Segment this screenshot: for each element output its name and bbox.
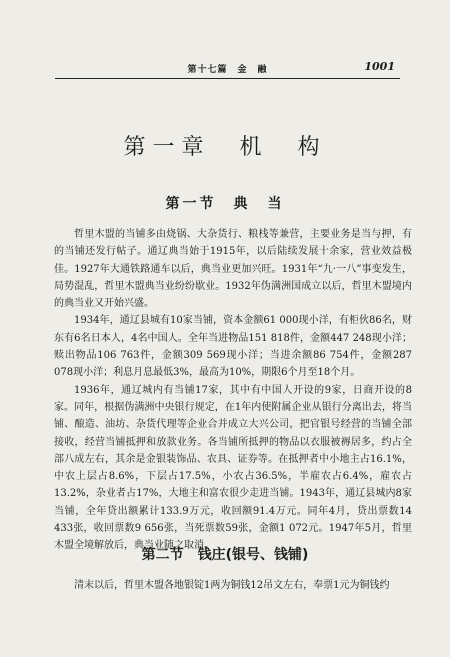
paragraph: 1936年，通辽城内有当铺17家，其中有中国人开设的9家，日商开设的8家。同年，根据伪满洲中央银行规定，在1年内使附属企业从银行分离出去，将当铺、酿造、油坊、杂货代理等企业合并成立大兴公司，把官银号经营的当铺全部接收，经营当铺抵押和放款业务。各当铺所抵押的物品以衣服被褥居多，约占全部八成左右，其余是金银装饰品、农具、证券等。在抵押者中小地主占16.1%，中农上层占8.6%，下层占17.5%，小农占36.5%，半雇农占6.4%，雇农占13.2%，杂业者占17%，大地主和富农很少走进当铺。1943年，通辽县城内8家当铺，全年贷出额累计133.9万元，收回额91.4万元。同年4月，贷出票数14 433张，收回票数9 656张，当死票数59张，金额1 072元。1947年5月，哲里木盟全境解放后，典当业随之取消。 <box>54 384 412 552</box>
section-body-pawnshop <box>54 226 412 555</box>
section-title-money-shop: 第二节 钱庄(银号、钱铺) <box>141 547 309 563</box>
running-header <box>60 60 395 76</box>
running-header-title: 第十七篇 金 融 <box>187 65 268 75</box>
paragraph: 1934年，通辽县城有10家当铺，资本金额61 000现小洋，有柜伙86名，财东有6名日本人，4名中国人。全年当进物品151 818件，金额447 248现小洋；赎出物品106 763件，金额309 569现小洋；当进余额86 754件，金额287 078现小洋；利息月息最低3%，最高为10%，期限6个月至18个月。 <box>54 315 412 379</box>
header-rule <box>55 78 400 79</box>
section-body-money-shop <box>54 577 412 594</box>
section-title-pawnshop: 第一节 典 当 <box>165 196 285 212</box>
chapter-title: 第一章 机 构 <box>123 135 327 160</box>
paragraph: 哲里木盟的当铺多由烧锅、大杂货行、粮栈等兼营，主要业务是当与押，有的当铺还发行帖子。通辽典当始于1915年，以后陆续发展十余家，营业效益极佳。1927年大通铁路通车以后，典当业更加兴旺。1931年“九·一八”事变发生，局势混乱，哲里木盟典当业纷纷歇业。1932年伪满洲国成立以后，哲里木盟境内的典当业又开始兴盛。 <box>54 229 412 310</box>
paragraph: 清末以后，哲里木盟各地银锭1两为铜钱12吊文左右，奉票1元为铜钱约 <box>74 580 390 591</box>
page-number: 1001 <box>364 60 395 73</box>
